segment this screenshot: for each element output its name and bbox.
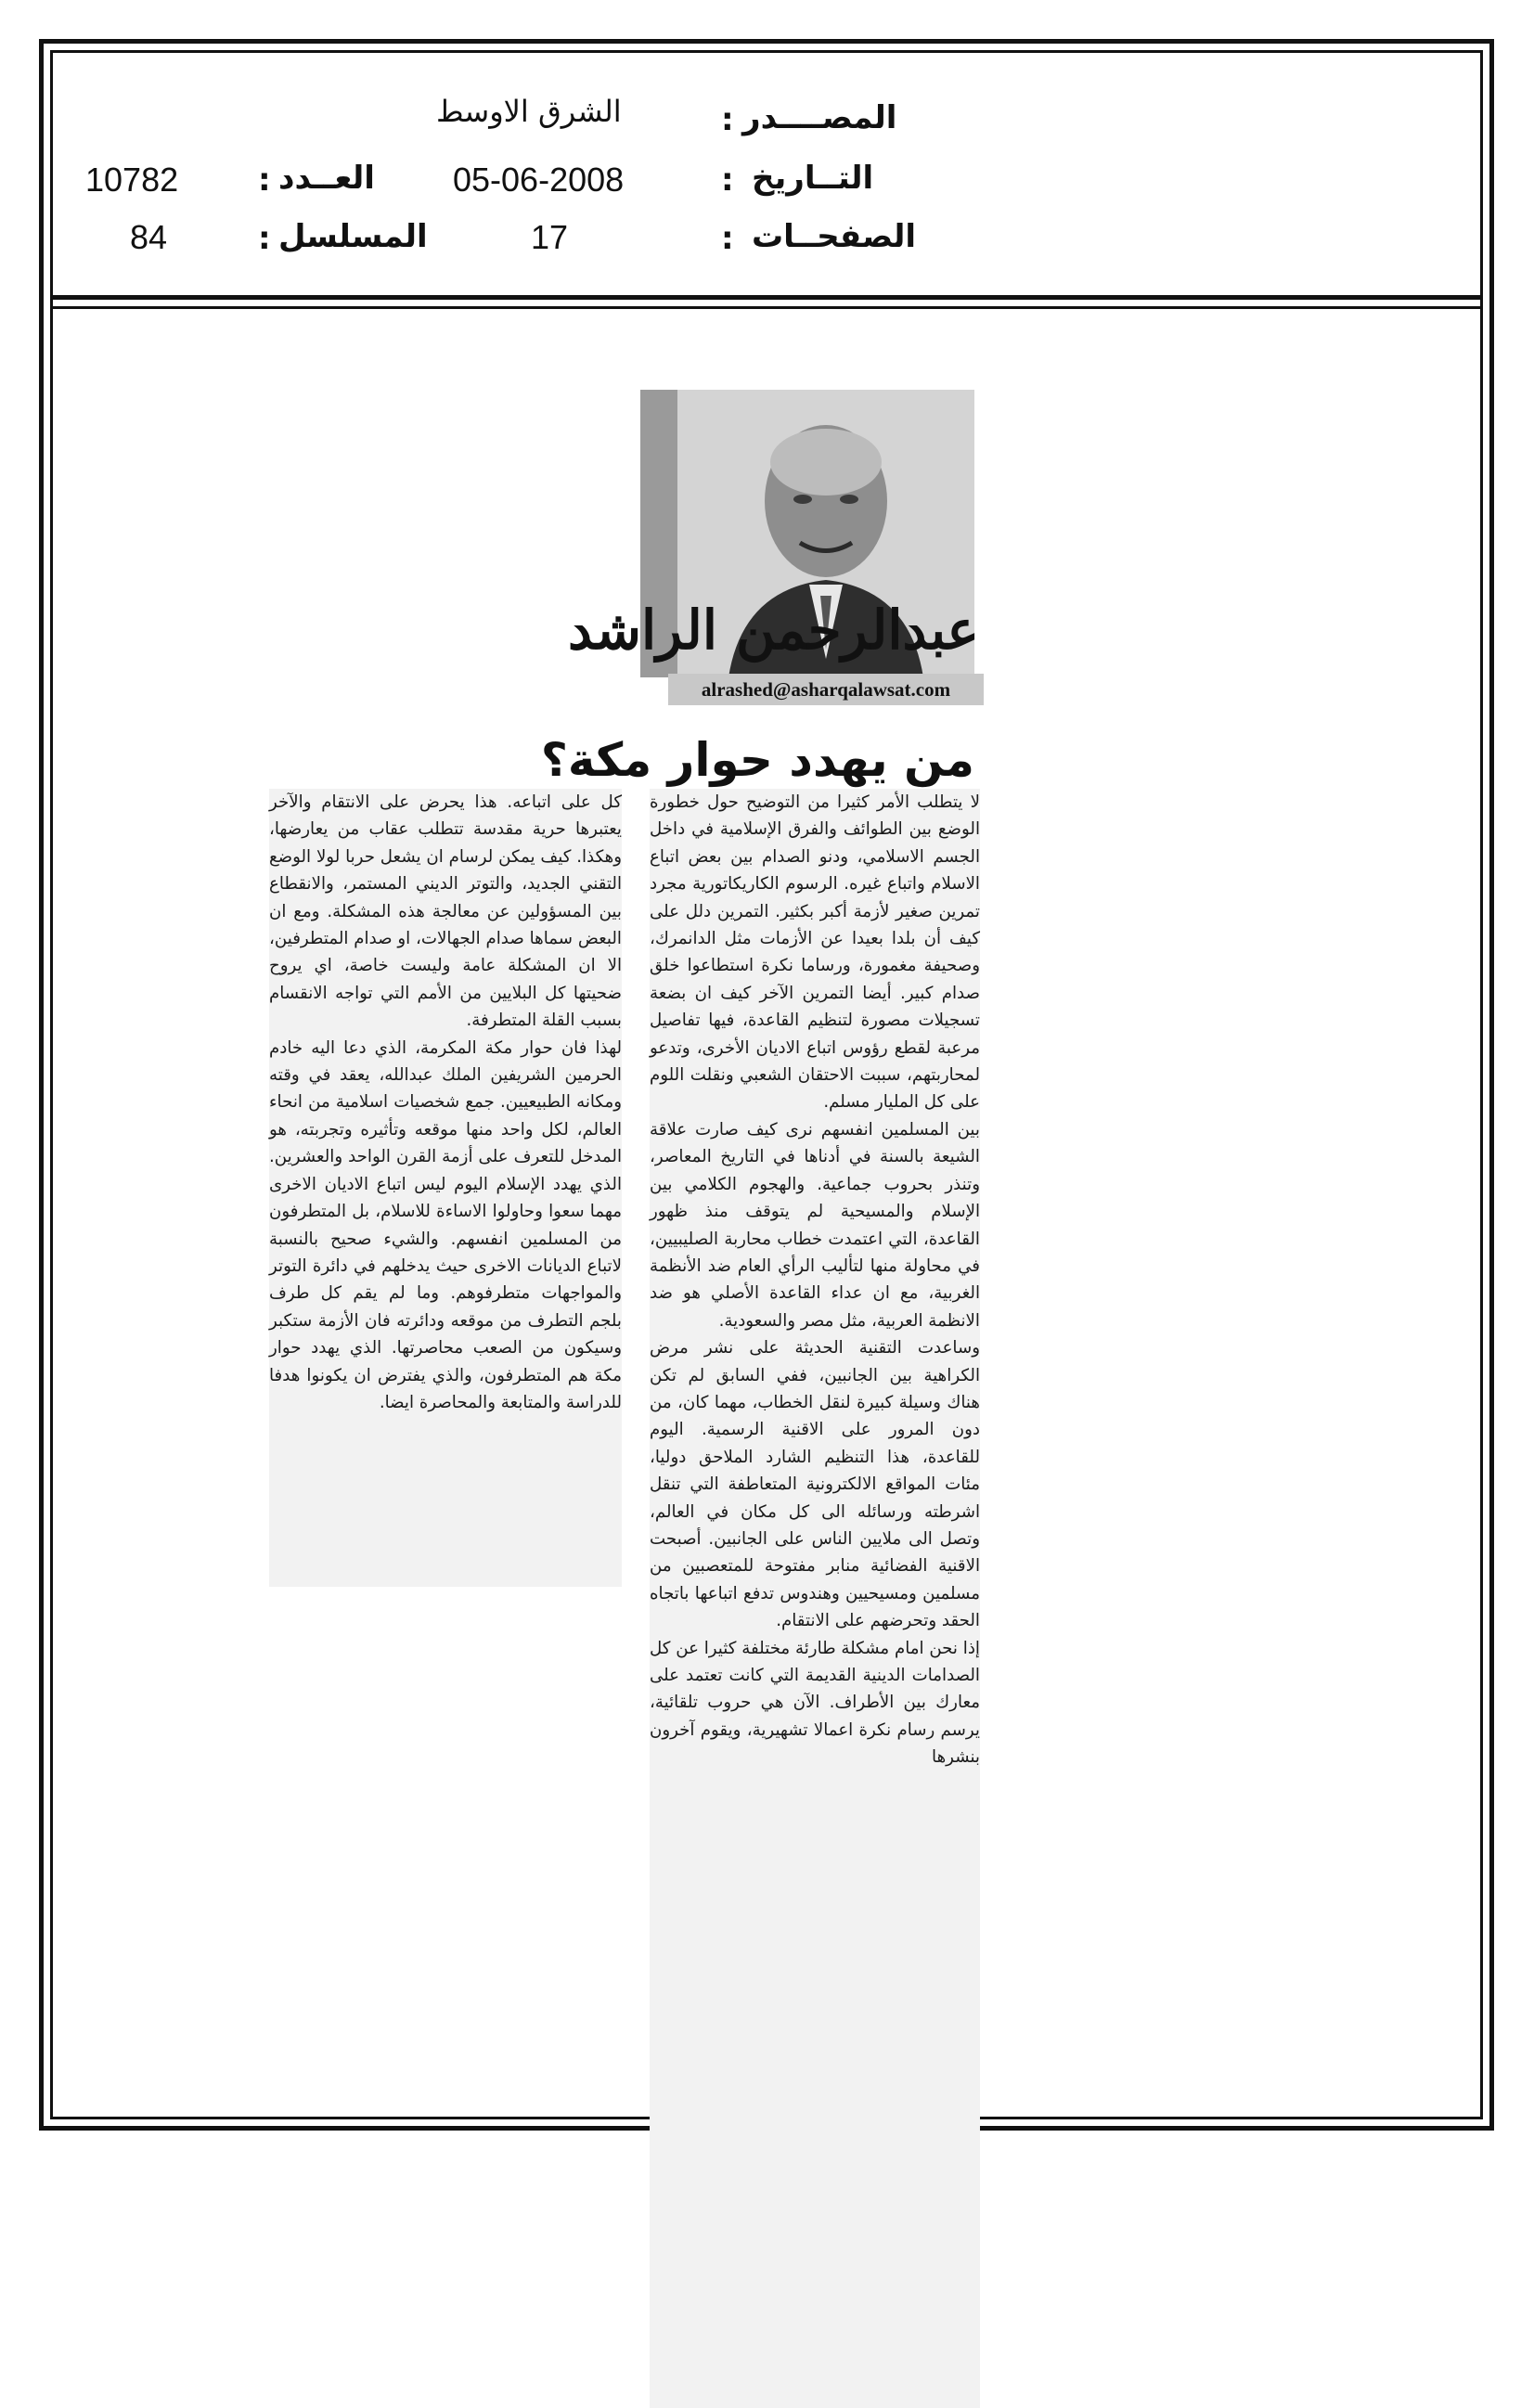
header-divider bbox=[50, 295, 1483, 300]
serial-label: المسلسل bbox=[278, 218, 428, 255]
serial-colon: : bbox=[258, 220, 271, 257]
issue-colon: : bbox=[258, 161, 271, 199]
paragraph: لهذا فان حوار مكة المكرمة، الذي دعا اليه خادم الحرمين الشريفين الملك عبدالله، يعقد في وقته ومكانه الطبيعيين. جمع شخصيات اسلامية من انحاء العالم، لكل واحد منها موقعه وتأثيره وتجربته، هو المدخل للتعرف على أزمة القرن الواحد والعشرين. الذي يهدد الإسلام اليوم ليس اتباع الاديان الاخرى مهما سعوا وحاولوا الاساءة للاسلام، بل المتطرفون من المسلمين انفسهم. والشيء صحيح بالنسبة لاتباع الديانات الاخرى حيث يدخلهم في دائرة التوتر والمواجهات متطرفوهم. وما لم يقم كل طرف بلجم التطرف من موقعه ودائرته فان الأزمة ستكبر وسيكون من الصعب محاصرتها. الذي يهدد حوار مكة هم المتطرفون، والذي يفترض ان يكونوا هدفا للدراسة والمتابعة والمحاصرة ايضا. bbox=[269, 1037, 622, 1412]
article-headline: من يهدد حوار مكة؟ bbox=[540, 733, 974, 787]
paragraph: لا يتطلب الأمر كثيرا من التوضيح حول خطورة الوضع بين الطوائف والفرق الإسلامية في داخل الجسم الاسلامي، ودنو الصدام بين بعض اتباع الاسلام واتباع غيره. الرسوم الكاريكاتورية مجرد تمرين صغير لأزمة أكبر بكثير. التمرين دلل على كيف أن بلدا بعيدا عن الأزمات مثل الدانمرك، وصحيفة مغمورة، ورساما نكرة استطاعوا خلق صدام كبير. أيضا التمرين الآخر كيف ان بضعة تسجيلات مصورة لتنظيم القاعدة، فيها تفاصيل مرعبة لقطع رؤوس اتباع الاديان الأخرى، وتدعو لمحاربتهم، سببت الاحتقان الشعبي ونقلت اللوم على كل المليار مسلم. bbox=[650, 792, 980, 1113]
header-divider-inner bbox=[50, 306, 1483, 309]
source-colon: : bbox=[721, 101, 734, 138]
date-label: التــاريخ bbox=[752, 160, 874, 197]
serial-value: 84 bbox=[130, 218, 168, 256]
author-email: alrashed@asharqalawsat.com bbox=[668, 674, 984, 705]
source-value: الشرق الاوسط bbox=[436, 94, 622, 129]
paragraph: وساعدت التقنية الحديثة على نشر مرض الكراهية بين الجانبين، ففي السابق لم تكن هناك وسيلة كبيرة لنقل الخطاب، مهما كان، من دون المرور على الاقنية الرسمية. اليوم للقاعدة، هذا التنظيم الشارد الملاحق دوليا، مئات المواقع الالكترونية المتعاطفة التي تنقل اشرطته ورسائله الى كل مكان في العالم، وتصل الى ملايين الناس على الجانبين. أصبحت الاقنية الفضائية منابر مفتوحة للمتعصبين من مسلمين ومسيحيين وهندوس تدفع اتباعها باتجاه الحقد وتحرضهم على الانتقام. bbox=[650, 1338, 980, 1631]
article-column-2 bbox=[269, 789, 622, 1587]
pages-label: الصفحــات bbox=[752, 218, 917, 255]
author-name: عبدالرحمن الراشد bbox=[567, 599, 979, 662]
paragraph: بين المسلمين انفسهم نرى كيف صارت علاقة الشيعة بالسنة في أدناها في التاريخ المعاصر، وتنذر بحروب جماعية. والهجوم الكلامي بين الإسلام والمسيحية لم يتوقف منذ ظهور القاعدة، التي اعتمدت خطاب محاربة الصليبيين، في محاولة منها لتأليب الرأي العام ضد الأنظمة الغربية، مع ان عداء القاعدة الأصلي هو ضد الانظمة العربية، مثل مصر والسعودية. bbox=[650, 1119, 980, 1331]
paragraph: إذا نحن امام مشكلة طارئة مختلفة كثيرا عن كل الصدامات الدينية القديمة التي كانت تعتمد على معارك بين الأطراف. الآن هي حروب تلقائية، يرسم رسام نكرة اعمالا تشهيرية، ويقوم آخرون بنشرها bbox=[650, 1638, 980, 1768]
issue-value: 10782 bbox=[85, 161, 179, 199]
paragraph: كل على اتباعه. هذا يحرض على الانتقام والآخر يعتبرها حرية مقدسة تتطلب عقاب من يعارضها، وهكذا. كيف يمكن لرسام ان يشعل حربا لولا الوضع التقني الجديد، والتوتر الديني المستمر، والانقطاع بين المسؤولين عن معالجة هذه المشكلة. ومع ان البعض سماها صدام الجهالات، او صدام المتطرفين، الا ان المشكلة عامة وليست خاصة، اي يروح ضحيتها كل البلايين من الأمم التي تواجه الانقسام بسبب القلة المتطرفة. bbox=[269, 792, 622, 1031]
pages-colon: : bbox=[721, 220, 734, 257]
source-label: المصــــدر bbox=[742, 99, 897, 136]
date-value: 05-06-2008 bbox=[453, 161, 625, 199]
pages-value: 17 bbox=[531, 218, 569, 256]
issue-label: العــدد bbox=[278, 160, 375, 197]
date-colon: : bbox=[721, 161, 734, 199]
article-column-1 bbox=[650, 789, 980, 2408]
